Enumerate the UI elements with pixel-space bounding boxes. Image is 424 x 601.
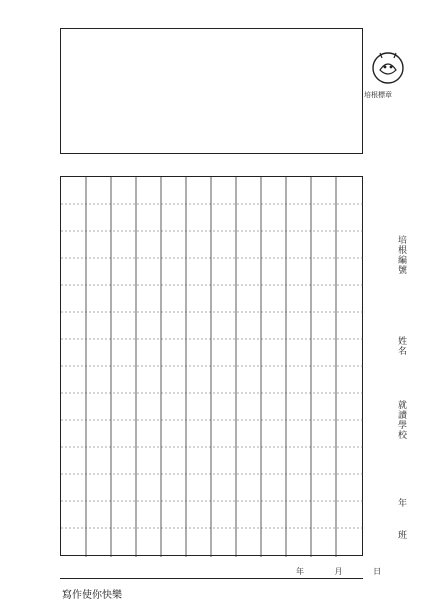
logo-caption: 培根標章: [364, 91, 392, 99]
label-teacher: 培根編號: [396, 235, 406, 275]
label-grade: 年: [396, 498, 406, 508]
label-class: 班: [396, 530, 406, 540]
peigen-logo-icon: [368, 48, 408, 88]
label-name: 姓名: [396, 336, 406, 356]
writing-grid: [60, 176, 363, 556]
label-school: 就讀學校: [396, 400, 406, 440]
footer-slogan: 寫作使你快樂: [62, 590, 122, 601]
title-area-box: [60, 28, 363, 154]
grid-lines: [61, 177, 364, 557]
date-fields: 年 月 日: [296, 567, 396, 576]
bottom-rule: [60, 578, 363, 579]
